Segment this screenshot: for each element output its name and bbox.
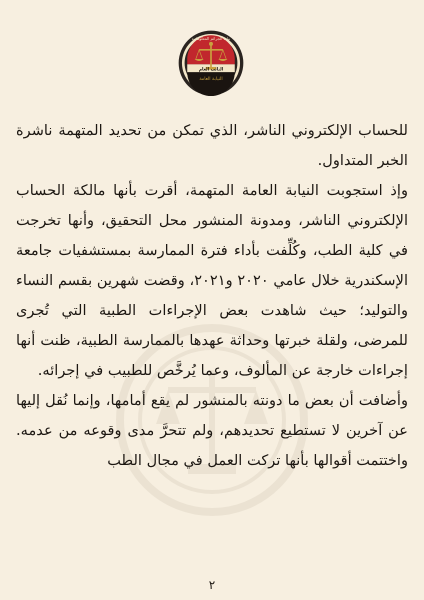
document-body bbox=[16, 116, 408, 476]
page-number: ٢ bbox=[208, 578, 216, 592]
logo-bottom-text: النيابة العامة bbox=[199, 77, 223, 83]
paragraph-2: وإذ استجوبت النيابة العامة المتهمة، أقرت بأنها مالكة الحساب الإلكتروني الناشر، ومدونة المنشور محل التحقيق، وأنها تخرجت في كلية الطب، وكُلِّفت بأداء فترة الممارسة بمستشفيات جامعة الإسكندرية خلال عامي ٢٠٢٠ و٢٠٢١، وقضت شهرين بقسم النساء والتوليد؛ حيث شاهدت بعض الإجراءات الطبية التي تُجرى للمرضى، ولقلة خبرتها وحداثة عهدها بالممارسة الطبية، ظنت أنها إجراءات خارجة عن المألوف، وعما يُرخَّص للطبيب في إجرائه. bbox=[16, 182, 409, 379]
paragraph-1: للحساب الإلكتروني الناشر، الذي تمكن من تحديد المتهمة ناشرة الخبر المتداول. bbox=[16, 122, 408, 169]
justice-scales-emblem-icon bbox=[178, 30, 244, 96]
paragraph-3: وأضافت أن بعض ما دونته بالمنشور لم يقع أمامها، وإنما نُقل إليها عن آخرين لا تستطيع تحديدهم، ولم تتحرَّ مدى وقوعه من عدمه. واختتمت أقوالها بأنها تركت العمل في مجال الطب bbox=[16, 392, 408, 469]
logo-top-text: نيابة الجرائم المعلوماتية bbox=[191, 35, 231, 41]
logo-middle-text: النائب العام bbox=[198, 67, 224, 73]
